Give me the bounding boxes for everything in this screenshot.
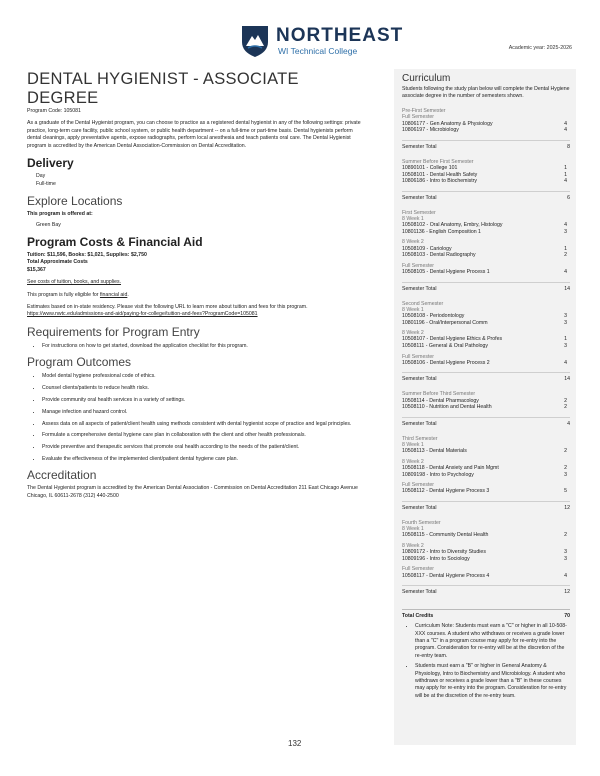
course-name: 10508106 - Dental Hygiene Process 2: [402, 359, 490, 366]
logo-name: NORTHEAST: [276, 25, 404, 46]
course-name: 10801136 - English Composition 1: [402, 228, 481, 235]
curriculum-note: • Curriculum Note: Students must earn a "C" or higher in all 10-508-XXX courses. A student who withdraws or receives a grade lower than a "C" in a program course may apply for re-entry into the program. Consideration for re-entry will be at the discretion of the re-entry team.: [415, 623, 570, 660]
program-code: Program Code: 105081: [27, 108, 81, 114]
course-row: [402, 465, 570, 472]
delivery-heading: Delivery: [27, 156, 74, 171]
course-row: [402, 172, 570, 179]
course-credits: 2: [564, 464, 567, 471]
course-name: 10508109 - Cariology: [402, 245, 452, 252]
accreditation-text: The Dental Hygienist program is accredited by the American Dental Association - Commission on Dental Accreditation 211 East Chicago Avenue Chicago, IL 60611-2678 (312) 440-2500: [27, 485, 358, 500]
course-credits: 2: [564, 448, 567, 455]
term-name: Second Semester: [402, 300, 444, 307]
list-item: • Counsel clients/patients to reduce health risks.: [42, 385, 367, 392]
program-description: As a graduate of the Dental Hygienist program, you can choose to practice as a registered dental hygienist in any of the following settings: private practice, long-term care facility, public school system, or public health department -- on a full-time or part-time basis. Dental hygienists perform dental cleanings, apply preventative agents, expose radiographs, perform local anesthesia and teach patients oral care. The Dental Hygienist program is accredited by the American Dental Association-Commission on Dental Accreditation.: [27, 120, 361, 149]
course-name: 10508118 - Dental Anxiety and Pain Mgmt: [402, 464, 499, 471]
semester-total-label: Semester Total: [402, 285, 437, 292]
course-name: 10508113 - Dental Materials: [402, 448, 467, 455]
course-credits: 3: [564, 228, 567, 235]
term-group-name: Full Semester: [402, 262, 434, 269]
course-credits: 3: [564, 342, 567, 349]
course-credits: 1: [564, 164, 567, 171]
term-name: First Semester: [402, 209, 436, 216]
logo-emblem-icon: [240, 24, 270, 58]
course-name: 10809196 - Intro to Sociology: [402, 555, 470, 562]
term-group-name: 8 Week 2: [402, 330, 424, 337]
college-logo[interactable]: [240, 24, 404, 60]
outcomes-heading: Program Outcomes: [27, 355, 132, 370]
total-credits-label: Total Credits: [402, 613, 434, 620]
term-group-name: 8 Week 1: [402, 215, 424, 222]
semester-total-value: 12: [564, 504, 570, 511]
list-item: • Manage infection and hazard control.: [42, 409, 367, 416]
course-row: [402, 549, 570, 556]
page-header: [0, 0, 600, 60]
list-item: • Model dental hygiene professional code of ethics.: [42, 373, 367, 380]
course-row: [402, 398, 570, 405]
semester-total-value: 12: [564, 589, 570, 596]
course-row: [402, 313, 570, 320]
location-item[interactable]: Green Bay: [36, 221, 61, 228]
course-name: 10508107 - Dental Hygiene Ethics & Profes: [402, 336, 503, 343]
curriculum-title: Curriculum: [402, 73, 451, 84]
semester-total-value: 6: [567, 194, 570, 201]
semester-total-row: [402, 417, 570, 427]
course-name: 10508117 - Dental Hygiene Process 4: [402, 572, 490, 579]
logo-subtitle: WI Technical College: [278, 46, 358, 56]
tuition-url-link[interactable]: https://www.nwtc.edu/admissions-and-aid/paying-for-college/tuition-and-fees?ProgramCode=105081: [27, 311, 258, 318]
curriculum-term: [402, 436, 570, 511]
term-name: Fourth Semester: [402, 519, 441, 526]
course-name: 10806197 - Microbiology: [402, 127, 459, 134]
term-group-name: 8 Week 2: [402, 542, 424, 549]
course-name: 10508102 - Oral Anatomy, Embry, Histology: [402, 222, 503, 229]
semester-total-value: 14: [564, 376, 570, 383]
academic-year: Academic year: 2025-2026: [508, 45, 572, 51]
costs-heading: Program Costs & Financial Aid: [27, 235, 203, 249]
semester-total-value: 4: [567, 420, 570, 427]
semester-total-label: Semester Total: [402, 504, 437, 511]
offered-at-label: This program is offered at:: [27, 211, 93, 218]
curriculum-term: [402, 520, 570, 595]
term-name: Third Semester: [402, 435, 438, 442]
term-group-name: 8 Week 2: [402, 458, 424, 465]
delivery-item: Day: [36, 173, 46, 180]
course-row: [402, 343, 570, 350]
course-row: [402, 532, 570, 539]
curriculum-terms: [402, 108, 570, 595]
semester-total-row: [402, 501, 570, 511]
course-name: 10508110 - Nutrition and Dental Health: [402, 404, 492, 411]
term-group-name: Full Semester: [402, 482, 434, 489]
curriculum-term: [402, 159, 570, 201]
curriculum-panel: [394, 69, 576, 745]
course-name: 10508101 - Dental Health Safety: [402, 171, 478, 178]
course-credits: 4: [564, 222, 567, 229]
course-credits: 1: [564, 245, 567, 252]
course-credits: 3: [564, 555, 567, 562]
course-name: 10801196 - Oral/Interpersonal Comm: [402, 319, 488, 326]
course-row: [402, 448, 570, 455]
see-costs-link[interactable]: See costs of tuition, books, and supplies.: [27, 279, 122, 286]
course-credits: 3: [564, 312, 567, 319]
course-row: [402, 165, 570, 172]
list-item: • Assess data on all aspects of patient/client health using methods consistent with dental hygienist scope of practice and legal principles.: [42, 421, 367, 428]
term-name: Summer Before First Semester: [402, 158, 474, 165]
semester-total-row: [402, 585, 570, 595]
financial-aid-line: [27, 292, 367, 299]
course-credits: 4: [564, 268, 567, 275]
semester-total-label: Semester Total: [402, 143, 437, 150]
course-credits: 3: [564, 319, 567, 326]
course-row: [402, 252, 570, 259]
course-name: 10508115 - Community Dental Health: [402, 532, 489, 539]
term-name: Pre-First Semester: [402, 108, 446, 115]
course-name: 10508105 - Dental Hygiene Process 1: [402, 268, 490, 275]
estimates-note: Estimates based on in-state residency. Please visit the following URL to learn more about tuition and fees for this program.: [27, 304, 308, 311]
course-credits: 2: [564, 404, 567, 411]
course-credits: 5: [564, 488, 567, 495]
curriculum-term: [402, 210, 570, 292]
list-item: • Provide preventive and therapeutic services that promote oral health according to the needs of the patient/client.: [42, 444, 367, 451]
semester-total-label: Semester Total: [402, 376, 437, 383]
eligible-prefix: This program is fully eligible for: [27, 291, 100, 298]
term-group-name: 8 Week 1: [402, 526, 424, 533]
course-credits: 2: [564, 397, 567, 404]
course-row: [402, 246, 570, 253]
list-item: • Formulate a comprehensive dental hygiene care plan in collaboration with the client and other health professionals.: [42, 432, 367, 439]
course-credits: 3: [564, 471, 567, 478]
course-name: 10890101 - College 101: [402, 164, 458, 171]
semester-total-row: [402, 282, 570, 292]
accreditation-heading: Accreditation: [27, 468, 97, 483]
semester-total-label: Semester Total: [402, 589, 437, 596]
delivery-list: [27, 173, 367, 188]
course-row: [402, 121, 570, 128]
course-name: 10806186 - Intro to Biochemistry: [402, 178, 477, 185]
semester-total-label: Semester Total: [402, 194, 437, 201]
financial-aid-link[interactable]: financial aid: [99, 291, 128, 298]
course-credits: 2: [564, 252, 567, 259]
course-row: [402, 269, 570, 276]
course-credits: 4: [564, 572, 567, 579]
curriculum-note: • Students must earn a "B" or higher in General Anatomy & Physiology, Intro to Biochemistry and Microbiology. A student who withdraws or receives a grade lower than a "B" in these courses may apply for re-entry into the program. Consideration for re-entry will be at the discretion of the re-entry team.: [415, 663, 570, 700]
tuition-breakdown: Tuition: $11,596, Books: $1,021, Supplies: $2,750: [27, 252, 147, 258]
course-row: [402, 472, 570, 479]
course-credits: 1: [564, 171, 567, 178]
course-credits: 3: [564, 549, 567, 556]
course-name: 10809172 - Intro to Diversity Studies: [402, 549, 486, 556]
course-credits: 4: [564, 120, 567, 127]
total-costs-value: $15,367: [27, 266, 46, 273]
course-name: 10806177 - Gen Anatomy & Physiology: [402, 120, 493, 127]
course-credits: 4: [564, 359, 567, 366]
total-costs-label: Total Approximate Costs: [27, 259, 88, 266]
semester-total-row: [402, 191, 570, 201]
course-row: [402, 360, 570, 367]
course-name: 10809198 - Intro to Psychology: [402, 471, 474, 478]
course-credits: 2: [564, 532, 567, 539]
curriculum-term: [402, 301, 570, 383]
semester-total-label: Semester Total: [402, 420, 437, 427]
curriculum-intro: Students following the study plan below will complete the Dental Hygiene associate degree in the number of semesters shown.: [402, 86, 570, 99]
term-group-name: 8 Week 1: [402, 306, 424, 313]
course-row: [402, 556, 570, 563]
course-row: [402, 178, 570, 185]
semester-total-row: [402, 140, 570, 150]
semester-total-row: [402, 372, 570, 382]
list-item: • For instructions on how to get started, download the application checklist for this program.: [42, 343, 367, 350]
term-group-name: 8 Week 2: [402, 239, 424, 246]
course-name: 10508108 - Periodontology: [402, 312, 465, 319]
eligible-suffix: .: [127, 291, 129, 298]
program-details: [27, 70, 367, 501]
requirements-heading: Requirements for Program Entry: [27, 324, 200, 339]
list-item: • Evaluate the effectiveness of the implemented client/patient dental hygiene care plan.: [42, 456, 367, 463]
course-name: 10508103 - Dental Radiography: [402, 252, 476, 259]
course-credits: 4: [564, 178, 567, 185]
curriculum-term: [402, 391, 570, 426]
course-row: [402, 488, 570, 495]
term-name: Summer Before Third Semester: [402, 391, 476, 398]
page-title: DENTAL HYGIENIST - ASSOCIATE DEGREE: [27, 70, 299, 107]
page-number: 132: [288, 739, 302, 748]
term-group-name: 8 Week 1: [402, 441, 424, 448]
course-row: [402, 127, 570, 134]
total-credits-value: 70: [564, 613, 570, 620]
course-row: [402, 404, 570, 411]
term-group-name: Full Semester: [402, 566, 434, 573]
curriculum-term: [402, 108, 570, 150]
term-group-name: Full Semester: [402, 114, 434, 121]
course-row: [402, 229, 570, 236]
course-row: [402, 222, 570, 229]
course-name: 10508114 - Dental Pharmacology: [402, 397, 479, 404]
course-row: [402, 573, 570, 580]
course-row: [402, 336, 570, 343]
list-item: • Provide community oral health services in a variety of settings.: [42, 397, 367, 404]
locations-heading: Explore Locations: [27, 194, 123, 209]
semester-total-value: 8: [567, 143, 570, 150]
term-group-name: Full Semester: [402, 353, 434, 360]
course-credits: 4: [564, 127, 567, 134]
outcomes-list: [27, 373, 367, 462]
course-row: [402, 320, 570, 327]
curriculum-notes: [402, 623, 570, 700]
delivery-item: Full-time: [36, 180, 56, 187]
course-name: 10508112 - Dental Hygiene Process 3: [402, 488, 490, 495]
requirements-list: [27, 343, 367, 350]
course-credits: 1: [564, 336, 567, 343]
total-credits-row: [402, 609, 570, 619]
course-name: 10508111 - General & Oral Pathology: [402, 342, 489, 349]
semester-total-value: 14: [564, 285, 570, 292]
